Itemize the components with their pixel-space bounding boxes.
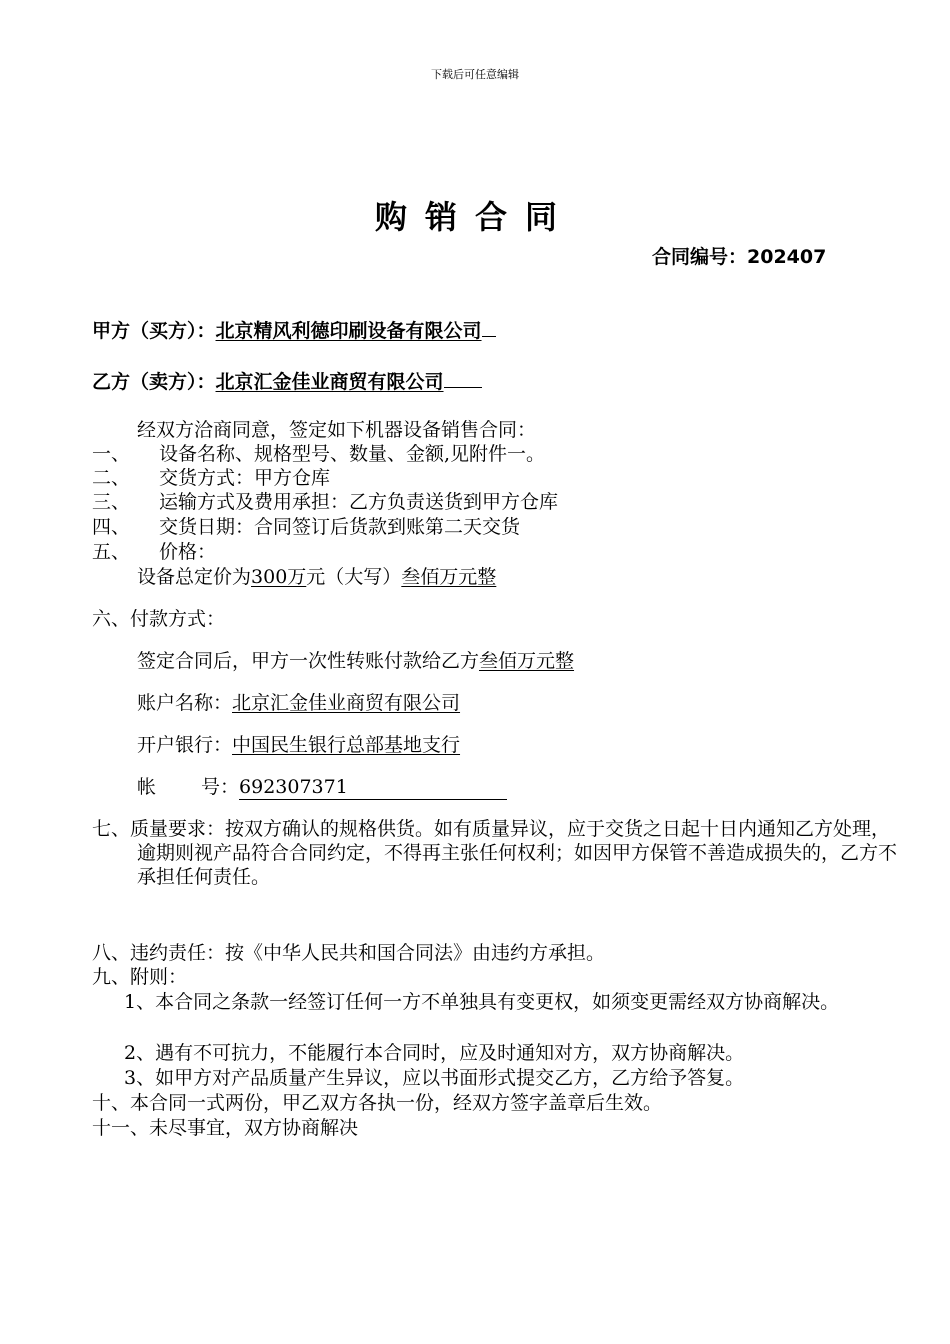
- clause-breach: 八、违约责任：按《中华人民共和国合同法》由违约方承担。: [92, 942, 606, 964]
- payment-line-prefix: 签定合同后，甲方一次性转账付款给乙方: [137, 650, 480, 672]
- clause-11: 十一、未尽事宜，双方协商解决: [92, 1117, 359, 1139]
- item-2-number: 二、: [92, 467, 131, 489]
- intro-text: 经双方洽商同意，签定如下机器设备销售合同：: [137, 419, 537, 441]
- party-a-underline-filler: [482, 335, 496, 337]
- appendix-item-3: 3、如甲方对产品质量产生异议，应以书面形式提交乙方，乙方给予答复。: [124, 1067, 745, 1089]
- party-b: [92, 367, 482, 394]
- item-5: [92, 540, 216, 564]
- party-b-label: 乙方（卖方）：: [92, 371, 216, 393]
- clause-10: 十、本合同一式两份，甲乙双方各执一份，经双方签字盖章后生效。: [92, 1092, 663, 1114]
- clause-quality: 七、质量要求：按双方确认的规格供货。如有质量异议，应于交货之日起十日内通知乙方处理，逾期则视产品符合合同约定，不得再主张任何权利；如因甲方保管不善造成损失的，乙方不承担任何责任。: [92, 818, 898, 888]
- item-2: [92, 466, 330, 490]
- party-a: [92, 316, 496, 343]
- appendix-heading: 九、附则：: [92, 966, 188, 988]
- item-4-text: 交货日期：合同签订后货款到账第二天交货: [159, 516, 521, 538]
- item-1-text: 设备名称、规格型号、数量、金额,见附件一。: [159, 443, 546, 465]
- item-2-text: 交货方式：甲方仓库: [159, 467, 331, 489]
- price-prefix: 设备总定价为: [137, 566, 252, 588]
- payment-heading: 六、付款方式：: [92, 608, 226, 630]
- item-1: [92, 442, 545, 466]
- item-5-number: 五、: [92, 541, 131, 563]
- contract-number: [652, 242, 826, 269]
- item-3-number: 三、: [92, 491, 131, 513]
- party-a-label: 甲方（买方）：: [92, 320, 216, 342]
- bank-value: 中国民生银行总部基地支行: [232, 734, 461, 756]
- payment-line: [137, 649, 574, 673]
- item-5-text: 价格：: [159, 541, 217, 563]
- price-amount-words: 叁佰万元整: [401, 566, 497, 588]
- item-3: [92, 490, 558, 514]
- account-name-line: [137, 691, 460, 715]
- price-line: [137, 565, 496, 589]
- party-b-underline-filler: [444, 386, 482, 388]
- price-amount: 300万: [251, 566, 307, 588]
- appendix-item-2: 2、遇有不可抗力，不能履行本合同时，应及时通知对方，双方协商解决。: [124, 1042, 745, 1064]
- contract-number-label: 合同编号：: [652, 246, 748, 268]
- account-name-label: 账户名称：: [137, 692, 233, 714]
- bank-label: 开户银行：: [137, 734, 233, 756]
- contract-number-value: 202407: [747, 246, 827, 268]
- account-number-line: [137, 775, 507, 800]
- appendix-item-1: 1、本合同之条款一经签订任何一方不单独具有变更权，如须变更需经双方协商解决。: [124, 991, 840, 1013]
- party-b-name: 北京汇金佳业商贸有限公司: [215, 371, 444, 393]
- account-number-label-2: 号：: [201, 776, 240, 798]
- page-title: 购销合同: [374, 198, 575, 236]
- price-mid: 元（大写）: [306, 566, 402, 588]
- item-3-text: 运输方式及费用承担：乙方负责送货到甲方仓库: [159, 491, 559, 513]
- item-1-number: 一、: [92, 443, 131, 465]
- item-4-number: 四、: [92, 516, 131, 538]
- header-note: 下载后可任意编辑: [431, 68, 519, 81]
- payment-amount: 叁佰万元整: [479, 650, 575, 672]
- bank-line: [137, 733, 460, 757]
- item-4: [92, 515, 520, 539]
- account-number-value: 692307371: [239, 775, 507, 800]
- account-name-value: 北京汇金佳业商贸有限公司: [232, 692, 461, 714]
- party-a-name: 北京精风利德印刷设备有限公司: [215, 320, 482, 342]
- account-number-label-1: 帐: [137, 776, 157, 798]
